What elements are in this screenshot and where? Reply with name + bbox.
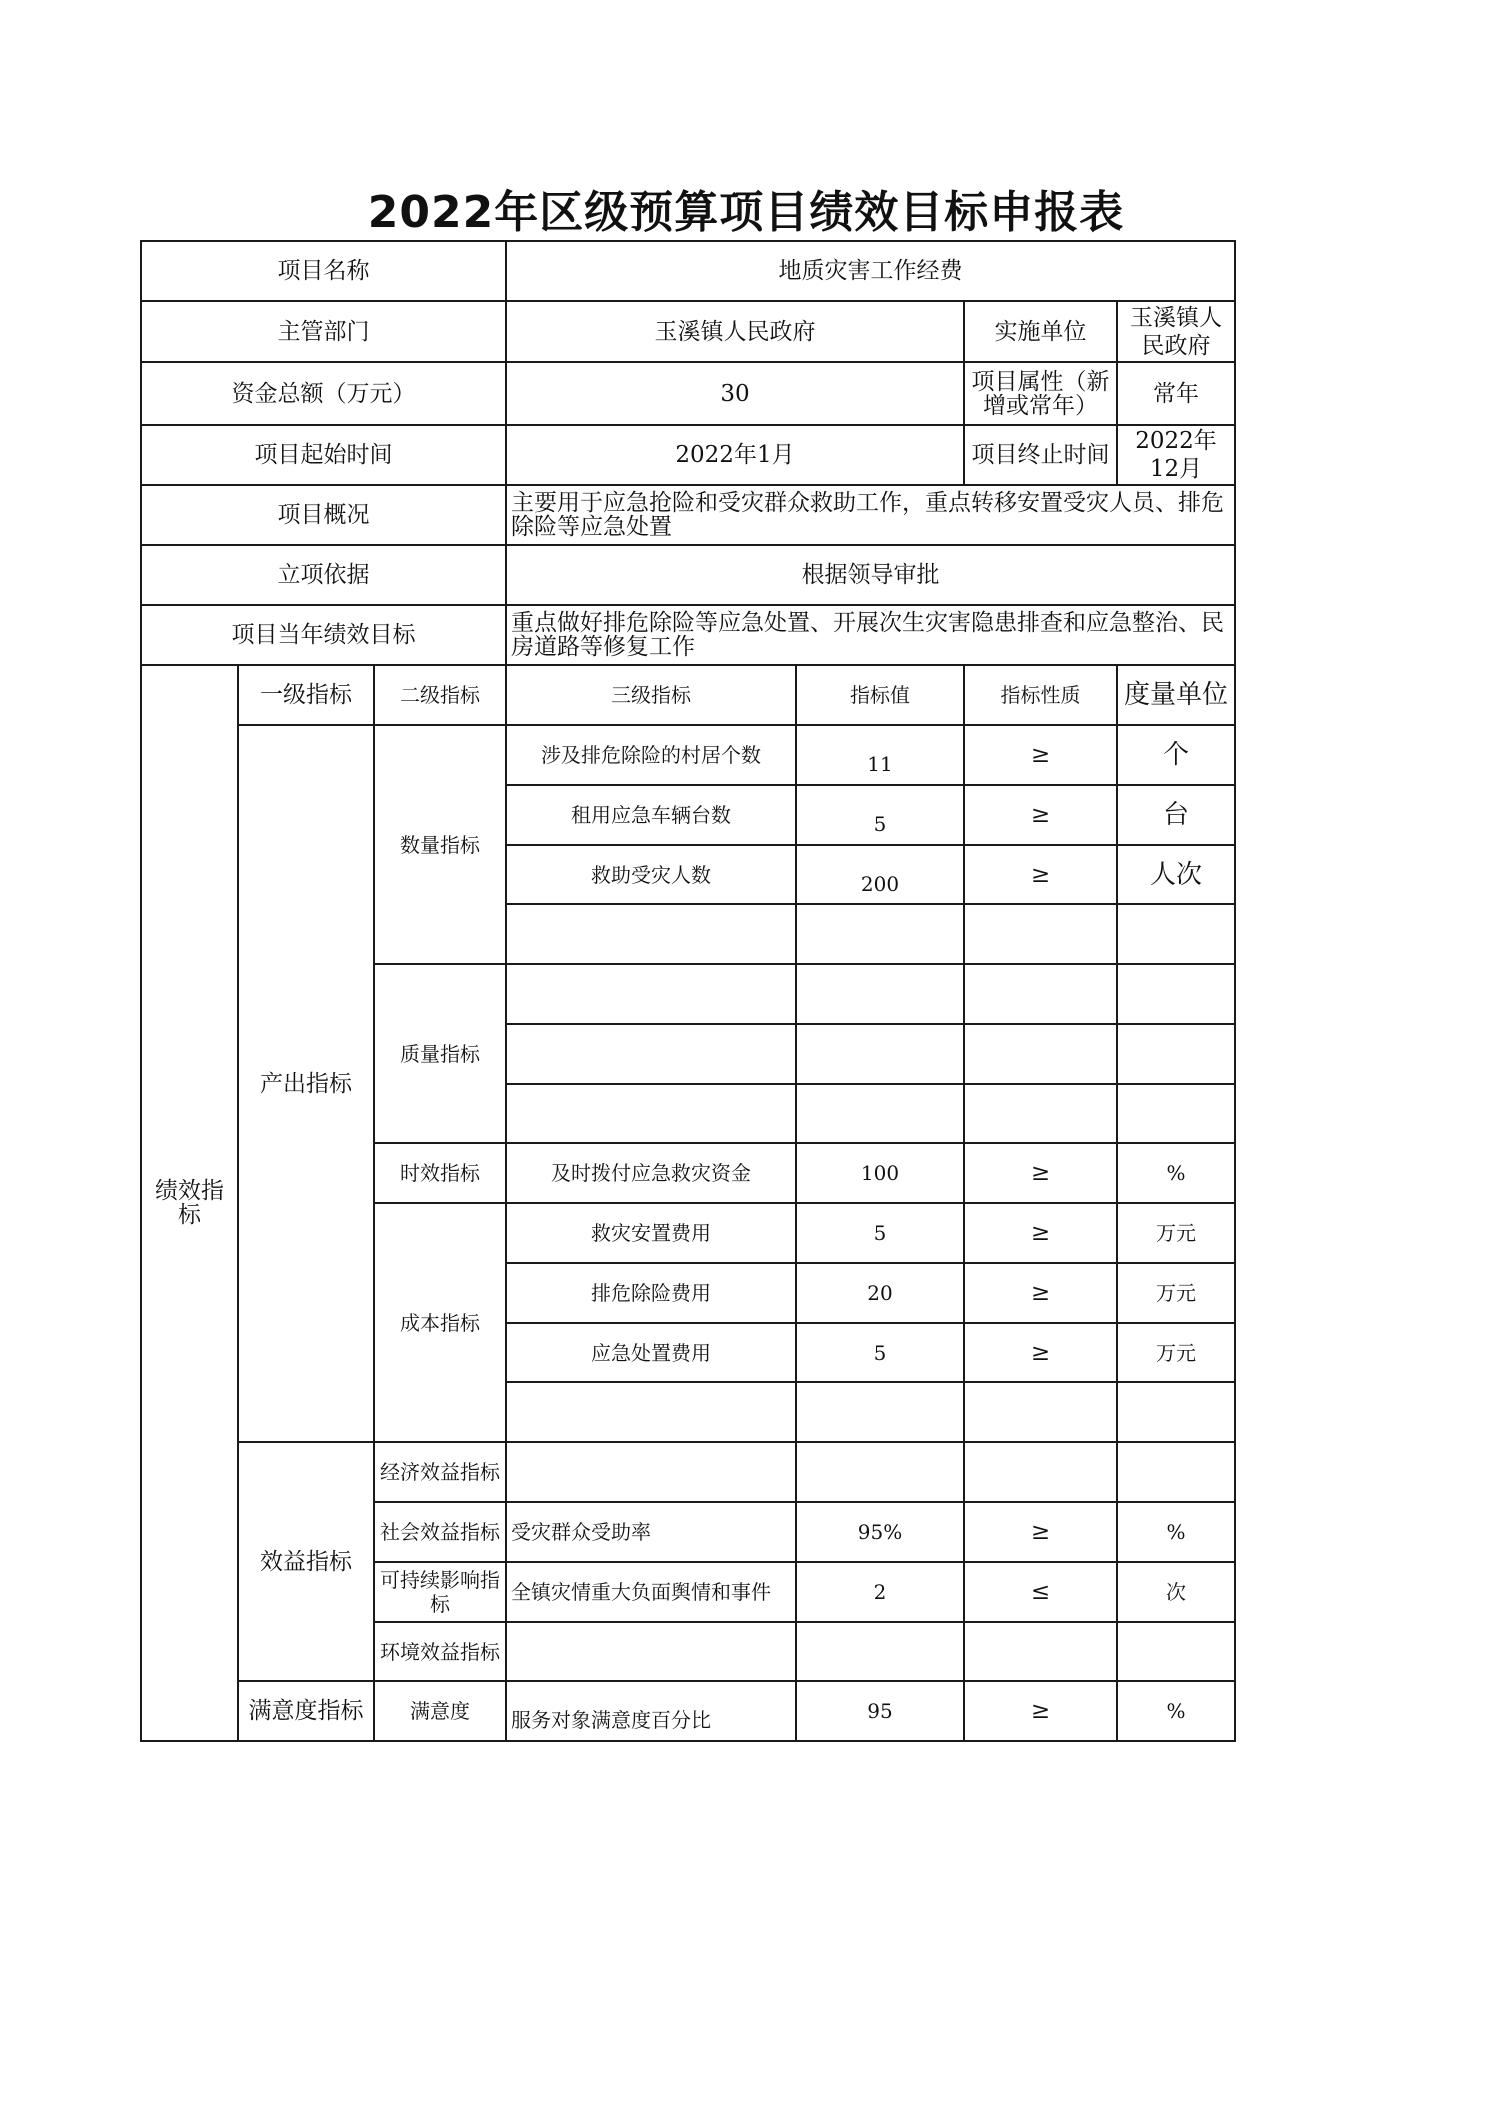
overview-value: 主要用于应急抢险和受灾群众救助工作，重点转移安置受灾人员、排危除险等应急处置 (506, 485, 1235, 545)
goal-value: 重点做好排危除险等应急处置、开展次生灾害隐患排查和应急整治、民房道路等修复工作 (506, 605, 1235, 665)
fund-total-value: 30 (506, 362, 964, 425)
overview-label: 项目概况 (141, 485, 506, 545)
row-q1-unit: 个 (1117, 725, 1235, 785)
timeliness-indicator: 时效指标 (374, 1143, 506, 1203)
empty-cell (506, 964, 796, 1024)
empty-cell (506, 1622, 796, 1681)
project-name-value: 地质灾害工作经费 (506, 241, 1235, 301)
sustainable-indicator: 可持续影响指标 (374, 1562, 506, 1622)
row-c1-name: 救灾安置费用 (506, 1203, 796, 1263)
empty-cell (964, 1382, 1117, 1442)
row-q2-name: 租用应急车辆台数 (506, 785, 796, 845)
basis-label: 立项依据 (141, 545, 506, 605)
empty-cell (964, 904, 1117, 964)
row-s1-name: 受灾群众受助率 (506, 1502, 796, 1562)
row-s1-nature: ≥ (964, 1502, 1117, 1562)
satisfaction-level2: 满意度 (374, 1681, 506, 1741)
row-su1-unit: 次 (1117, 1562, 1235, 1622)
empty-cell (964, 1622, 1117, 1681)
empty-cell (796, 1382, 964, 1442)
row-c3-unit: 万元 (1117, 1323, 1235, 1382)
empty-cell (506, 1382, 796, 1442)
empty-cell (1117, 1084, 1235, 1143)
empty-cell (796, 904, 964, 964)
row-t1-nature: ≥ (964, 1143, 1117, 1203)
row-t1-name: 及时拨付应急救灾资金 (506, 1143, 796, 1203)
level3-header: 三级指标 (506, 665, 796, 725)
row-c2-value: 20 (796, 1263, 964, 1323)
page-title: 2022年区级预算项目绩效目标申报表 (367, 187, 1125, 238)
row-q2-value: 5 (796, 785, 964, 845)
quality-indicator: 质量指标 (374, 964, 506, 1143)
row-c1-nature: ≥ (964, 1203, 1117, 1263)
row-m1-unit: % (1117, 1681, 1235, 1741)
empty-cell (964, 1442, 1117, 1502)
row-q2-unit: 台 (1117, 785, 1235, 845)
row-q1-value: 11 (796, 725, 964, 785)
goal-label: 项目当年绩效目标 (141, 605, 506, 665)
row-c2-name: 排危除险费用 (506, 1263, 796, 1323)
department-label: 主管部门 (141, 301, 506, 362)
attribute-label: 项目属性（新增或常年） (964, 362, 1117, 425)
empty-cell (1117, 1442, 1235, 1502)
economic-indicator: 经济效益指标 (374, 1442, 506, 1502)
empty-cell (506, 904, 796, 964)
fund-total-label: 资金总额（万元） (141, 362, 506, 425)
row-m1-nature: ≥ (964, 1681, 1117, 1741)
project-name-label: 项目名称 (141, 241, 506, 301)
row-m1-value: 95 (796, 1681, 964, 1741)
empty-cell (796, 964, 964, 1024)
perf-indicators-label: 绩效指标 (141, 665, 238, 1741)
row-t1-unit: % (1117, 1143, 1235, 1203)
row-s1-unit: % (1117, 1502, 1235, 1562)
row-q1-name: 涉及排危除险的村居个数 (506, 725, 796, 785)
row-c3-name: 应急处置费用 (506, 1323, 796, 1382)
attribute-value: 常年 (1117, 362, 1235, 425)
basis-value: 根据领导审批 (506, 545, 1235, 605)
satisfaction-indicator: 满意度指标 (238, 1681, 374, 1741)
empty-cell (796, 1622, 964, 1681)
empty-cell (796, 1084, 964, 1143)
environment-indicator: 环境效益指标 (374, 1622, 506, 1681)
implementer-value: 玉溪镇人民政府 (1117, 301, 1235, 362)
row-su1-name: 全镇灾情重大负面舆情和事件 (506, 1562, 796, 1622)
value-header: 指标值 (796, 665, 964, 725)
empty-cell (964, 1084, 1117, 1143)
row-m1-name: 服务对象满意度百分比 (506, 1681, 796, 1741)
start-time-value: 2022年1月 (506, 425, 964, 485)
department-value: 玉溪镇人民政府 (506, 301, 964, 362)
row-su1-value: 2 (796, 1562, 964, 1622)
row-s1-value: 95% (796, 1502, 964, 1562)
empty-cell (796, 1442, 964, 1502)
empty-cell (1117, 1382, 1235, 1442)
row-q1-nature: ≥ (964, 725, 1117, 785)
row-q3-value: 200 (796, 845, 964, 904)
empty-cell (1117, 904, 1235, 964)
row-c3-nature: ≥ (964, 1323, 1117, 1382)
row-c2-nature: ≥ (964, 1263, 1117, 1323)
nature-header: 指标性质 (964, 665, 1117, 725)
row-c2-unit: 万元 (1117, 1263, 1235, 1323)
row-t1-value: 100 (796, 1143, 964, 1203)
level1-header: 一级指标 (238, 665, 374, 725)
unit-header: 度量单位 (1117, 665, 1235, 725)
row-c1-unit: 万元 (1117, 1203, 1235, 1263)
quantity-indicator: 数量指标 (374, 725, 506, 964)
social-indicator: 社会效益指标 (374, 1502, 506, 1562)
empty-cell (506, 1024, 796, 1084)
empty-cell (796, 1024, 964, 1084)
row-c3-value: 5 (796, 1323, 964, 1382)
benefit-indicator: 效益指标 (238, 1442, 374, 1681)
row-q3-nature: ≥ (964, 845, 1117, 904)
row-q3-name: 救助受灾人数 (506, 845, 796, 904)
empty-cell (964, 1024, 1117, 1084)
performance-table (140, 240, 1236, 1742)
row-q2-nature: ≥ (964, 785, 1117, 845)
implementer-label: 实施单位 (964, 301, 1117, 362)
empty-cell (506, 1442, 796, 1502)
empty-cell (1117, 964, 1235, 1024)
empty-cell (964, 964, 1117, 1024)
row-c1-value: 5 (796, 1203, 964, 1263)
row-su1-nature: ≤ (964, 1562, 1117, 1622)
empty-cell (1117, 1024, 1235, 1084)
output-indicator: 产出指标 (238, 725, 374, 1442)
empty-cell (1117, 1622, 1235, 1681)
empty-cell (506, 1084, 796, 1143)
level2-header: 二级指标 (374, 665, 506, 725)
row-q3-unit: 人次 (1117, 845, 1235, 904)
end-time-label: 项目终止时间 (964, 425, 1117, 485)
cost-indicator: 成本指标 (374, 1203, 506, 1442)
end-time-value: 2022年12月 (1117, 425, 1235, 485)
start-time-label: 项目起始时间 (141, 425, 506, 485)
